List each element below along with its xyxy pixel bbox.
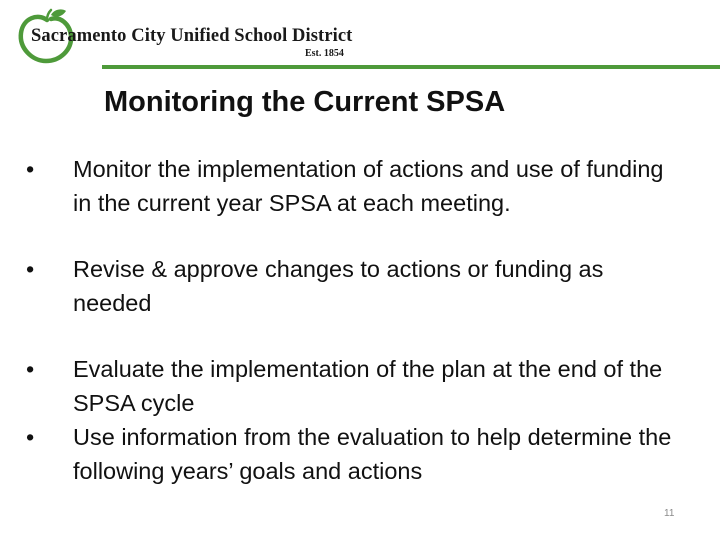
bullet-item: • Revise & approve changes to actions or funding as needed: [26, 252, 686, 320]
slide-title: Monitoring the Current SPSA: [104, 86, 506, 118]
bullet-list: [26, 152, 686, 488]
district-logo: [16, 6, 361, 66]
bullet-item: • Use information from the evaluation to help determine the following years’ goals and actions: [26, 420, 686, 488]
header-divider: [102, 65, 720, 69]
bullet-item: • Monitor the implementation of actions and use of funding in the current year SPSA at each meeting.: [26, 152, 686, 220]
established-date: Est. 1854: [305, 48, 344, 59]
slide-header: [0, 0, 720, 72]
district-name: Sacramento City Unified School District: [31, 26, 353, 46]
bullet-item: • Evaluate the implementation of the plan at the end of the SPSA cycle: [26, 352, 686, 420]
page-number: 11: [664, 508, 675, 519]
